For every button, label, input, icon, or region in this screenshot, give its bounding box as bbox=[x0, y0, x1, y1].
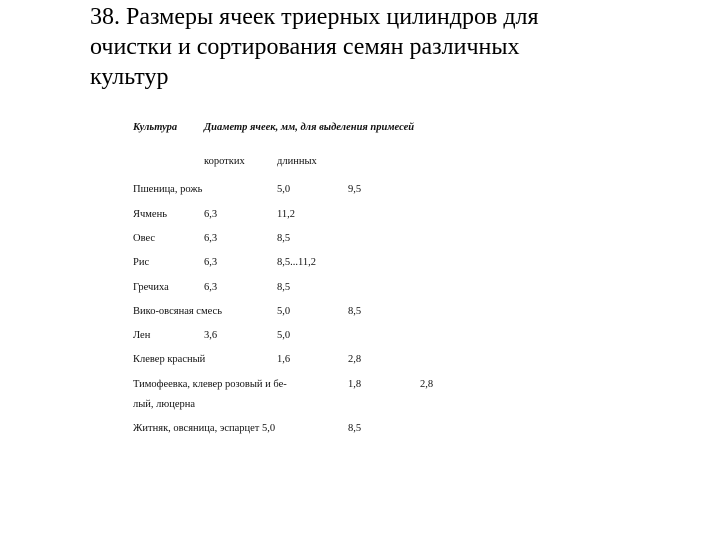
row-culture: Рис bbox=[133, 257, 150, 268]
row-value-short: 5,0 bbox=[277, 184, 291, 195]
row-culture: Тимофеевка, клевер розовый и бе- bbox=[133, 379, 287, 390]
title-line-3: культур bbox=[90, 64, 169, 90]
header-long: длинных bbox=[277, 156, 317, 167]
row-culture: Вико-овсяная смесь bbox=[133, 306, 222, 317]
row-value-long: 8,5 bbox=[348, 306, 362, 317]
header-diameter: Диаметр ячеек, мм, для выделения примесей bbox=[204, 122, 415, 133]
row-value-long: 8,5...11,2 bbox=[277, 257, 316, 268]
row-value-long: 8,5 bbox=[348, 423, 362, 434]
header-culture: Культура bbox=[133, 122, 178, 133]
title-line-2: очистки и сортирования семян различных bbox=[90, 34, 520, 60]
row-culture: Овес bbox=[133, 233, 156, 244]
row-culture: Лен bbox=[133, 330, 151, 341]
page-title bbox=[90, 2, 650, 92]
row-value-short: 6,3 bbox=[204, 282, 218, 293]
row-culture: Клевер красный bbox=[133, 354, 206, 365]
row-value-long: 9,5 bbox=[348, 184, 362, 195]
row-value-short: 6,3 bbox=[204, 257, 218, 268]
row-value-long: 2,8 bbox=[420, 379, 434, 390]
row-culture: Житняк, овсяница, эспарцет 5,0 bbox=[133, 423, 276, 434]
row-value-short: 1,8 bbox=[348, 379, 362, 390]
row-value-short: 5,0 bbox=[277, 306, 291, 317]
header-short: коротких bbox=[204, 156, 245, 167]
row-value-long: 8,5 bbox=[277, 233, 291, 244]
title-line-1: 38. Размеры ячеек триерных цилиндров для bbox=[90, 4, 539, 30]
row-value-long: 8,5 bbox=[277, 282, 291, 293]
row-value-long: 5,0 bbox=[277, 330, 291, 341]
row-value-short: 6,3 bbox=[204, 233, 218, 244]
row-value-short: 6,3 bbox=[204, 209, 218, 220]
row-culture: Ячмень bbox=[133, 209, 167, 220]
row-value-short: 1,6 bbox=[277, 354, 291, 365]
row-culture-continued: лый, люцерна bbox=[133, 399, 196, 410]
row-value-short: 3,6 bbox=[204, 330, 218, 341]
row-value-long: 11,2 bbox=[277, 209, 295, 220]
row-culture: Гречиха bbox=[133, 282, 169, 293]
row-culture: Пшеница, рожь bbox=[133, 184, 203, 195]
row-value-long: 2,8 bbox=[348, 354, 362, 365]
